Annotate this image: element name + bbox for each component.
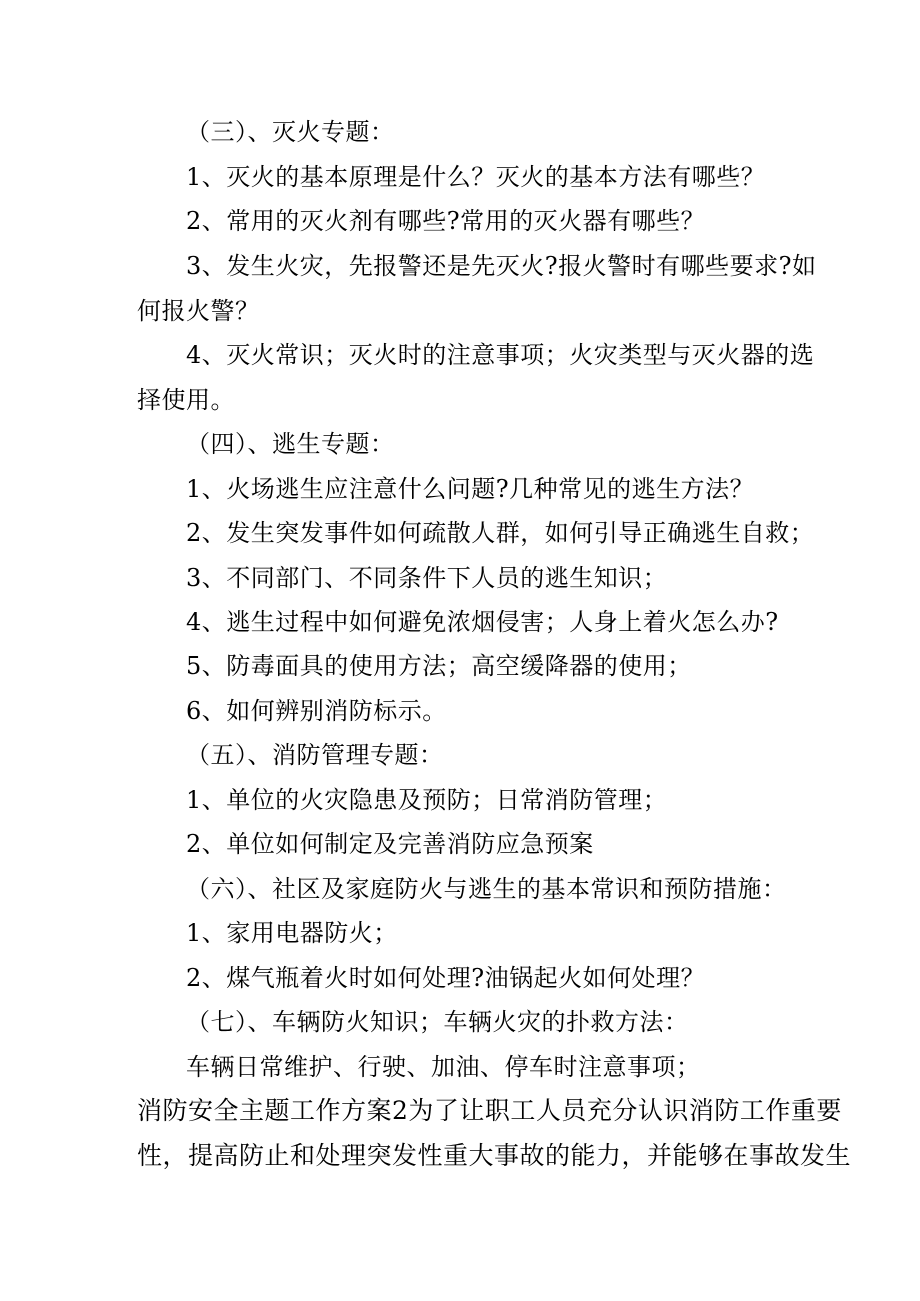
- paragraph-line: 6、如何辨别消防标示。: [186, 697, 447, 725]
- paragraph-line: 2、单位如何制定及完善消防应急预案: [186, 830, 594, 858]
- paragraph-line: 3、发生火灾，先报警还是先灭火?报火警时有哪些要求?如: [186, 252, 817, 280]
- paragraph-line: 3、不同部门、不同条件下人员的逃生知识；: [186, 564, 668, 592]
- paragraph-line: 1、灭火的基本原理是什么？灭火的基本方法有哪些？: [186, 163, 766, 191]
- paragraph-line: 2、发生突发事件如何疏散人群，如何引导正确逃生自救；: [186, 519, 815, 547]
- paragraph-line: 性，提高防止和处理突发性重大事故的能力，并能够在事故发生: [137, 1141, 852, 1170]
- paragraph-line: 择使用。: [137, 386, 235, 414]
- section-heading-vehicle: （七）、车辆防火知识；车辆火灾的扑救方法：: [186, 1008, 689, 1036]
- paragraph-line: 2、煤气瓶着火时如何处理?油锅起火如何处理？: [186, 964, 706, 992]
- paragraph-line: 5、防毒面具的使用方法；高空缓降器的使用；: [186, 652, 692, 680]
- section-heading-management: （五）、消防管理专题：: [186, 741, 444, 769]
- paragraph-line: 1、单位的火灾隐患及预防；日常消防管理；: [186, 786, 668, 814]
- paragraph-line: 何报火警？: [137, 297, 260, 325]
- paragraph-line: 1、家用电器防火；: [186, 919, 398, 947]
- paragraph-line: 车辆日常维护、行驶、加油、停车时注意事项；: [186, 1053, 701, 1081]
- paragraph-line: 消防安全主题工作方案2为了让职工人员充分认识消防工作重要: [137, 1096, 842, 1125]
- paragraph-line: 2、常用的灭火剂有哪些?常用的灭火器有哪些？: [186, 207, 706, 235]
- section-heading-fire-fighting: （三）、灭火专题：: [186, 118, 395, 146]
- paragraph-line: 1、火场逃生应注意什么问题?几种常见的逃生方法？: [186, 475, 755, 503]
- paragraph-line: 4、逃生过程中如何避免浓烟侵害；人身上着火怎么办?: [186, 608, 779, 636]
- section-heading-escape: （四）、逃生专题：: [186, 430, 395, 458]
- section-heading-community: （六）、社区及家庭防火与逃生的基本常识和预防措施：: [186, 875, 787, 903]
- paragraph-line: 4、灭火常识；灭火时的注意事项；火灾类型与灭火器的选: [186, 341, 815, 369]
